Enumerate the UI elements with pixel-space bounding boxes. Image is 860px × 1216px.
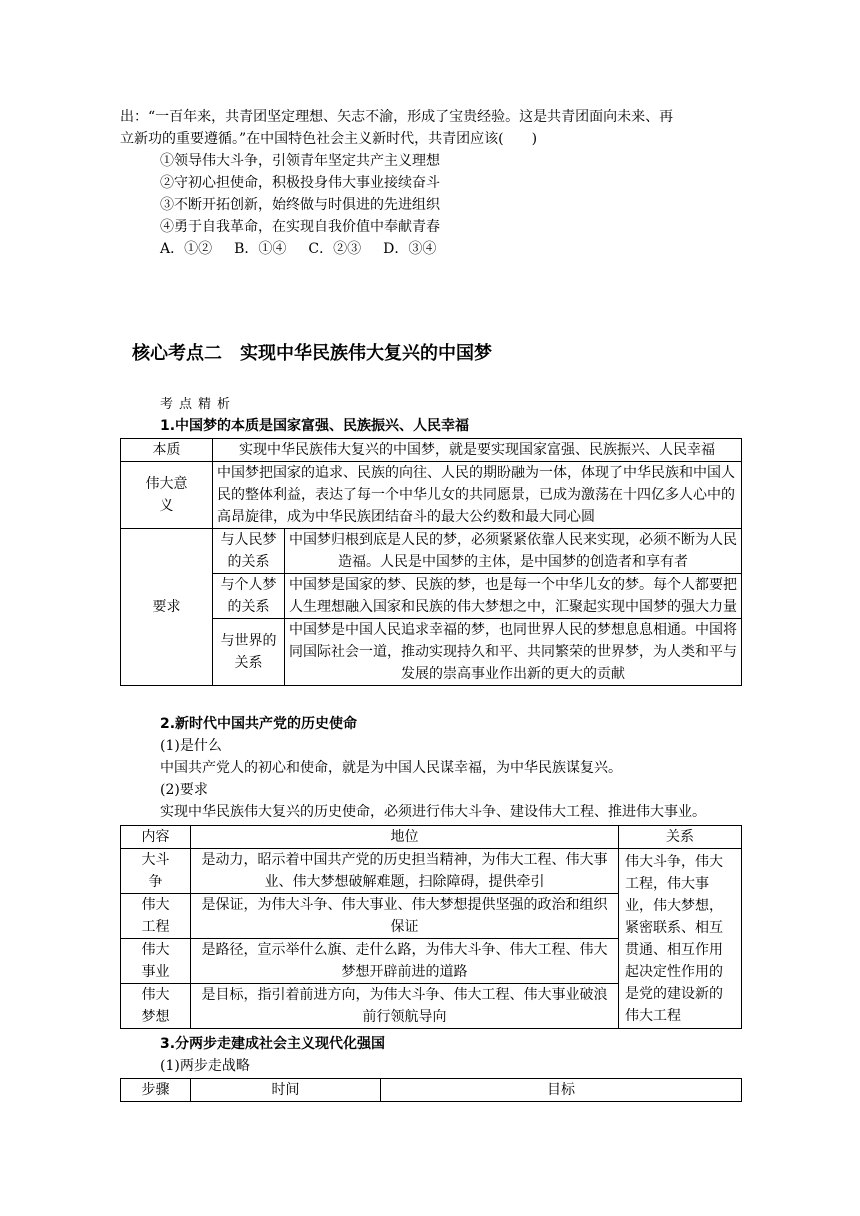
point2-a2: 实现中华民族伟大复兴的历史使命，必须进行伟大斗争、建设伟大工程、推进伟大事业。 (160, 804, 706, 820)
section-tag: 考点精析 (160, 397, 237, 412)
table-row (121, 619, 742, 686)
point3-block (160, 1033, 742, 1077)
table-row (121, 574, 742, 619)
row-text: 是目标，指引着前进方向，为伟大斗争、伟大工程、伟大事业破浪前行领航导向 (191, 984, 619, 1029)
table-row (121, 462, 742, 529)
table-row (121, 529, 742, 574)
table-row (121, 439, 742, 462)
row-text: 是路径，宣示举什么旗、走什么路，为伟大斗争、伟大工程、伟大梦想开辟前进的道路 (191, 939, 619, 984)
table-row (121, 849, 742, 894)
question-item: ②守初心担使命，积极投身伟大事业接续奋斗 (160, 175, 440, 191)
question-options (120, 238, 742, 260)
header-step: 步骤 (121, 1079, 191, 1102)
option-a[interactable]: A．①② (160, 241, 213, 257)
header-content: 内容 (121, 826, 191, 849)
req-row-text: 中国梦是中国人民追求幸福的梦，也同世界人民的梦想息息相通。中国将同国际社会一道，推动实现持久和平、共同繁荣的世界梦，为人类和平与发展的崇高事业作出新的更大的贡献 (285, 619, 742, 686)
question-stem-line1: 出：“一百年来，共青团坚定理想、矢志不渝，形成了宝贵经验。这是共青团面向未来、再 (120, 109, 674, 125)
question-block (120, 106, 742, 260)
point2-q1: (1)是什么 (160, 738, 222, 754)
option-b[interactable]: B．①④ (234, 241, 287, 257)
essence-label: 本质 (121, 439, 213, 462)
essence-text: 实现中华民族伟大复兴的中国梦，就是要实现国家富强、民族振兴、人民幸福 (213, 439, 742, 462)
row-text: 是动力，昭示着中国共产党的历史担当精神，为伟大工程、伟大事业、伟大梦想破解难题，扫除障碍，提供牵引 (191, 849, 619, 894)
row-label: 伟大事业 (121, 939, 191, 984)
question-stem-line2: 立新功的重要遵循。”在中国特色社会主义新时代，共青团应该( ) (120, 131, 538, 147)
option-d[interactable]: D．③④ (383, 241, 437, 257)
req-row-text: 中国梦是国家的梦、民族的梦，也是每一个中华儿女的梦。每个人都要把人生理想融入国家和民族的伟大梦想之中，汇聚起实现中国梦的强大力量 (285, 574, 742, 619)
req-row-label: 与人民梦的关系 (213, 529, 285, 574)
meaning-label: 伟大意义 (121, 462, 213, 529)
question-item: ④勇于自我革命，在实现自我价值中奉献青春 (160, 219, 440, 235)
point2-heading: 2.新时代中国共产党的历史使命 (160, 716, 358, 732)
table-row (121, 1079, 742, 1102)
point1-heading: 1.中国梦的本质是国家富强、民族振兴、人民幸福 (160, 418, 470, 434)
row-label: 伟大梦想 (121, 984, 191, 1029)
mission-table (120, 825, 742, 1029)
req-row-text: 中国梦归根到底是人民的梦，必须紧紧依靠人民来实现，必须不断为人民造福。人民是中国梦的主体，是中国梦的创造者和享有者 (285, 529, 742, 574)
req-row-label: 与世界的关系 (213, 619, 285, 686)
row-label: 伟大工程 (121, 894, 191, 939)
row-text: 是保证，为伟大斗争、伟大事业、伟大梦想提供坚强的政治和组织保证 (191, 894, 619, 939)
two-step-table (120, 1078, 742, 1102)
row-label: 大斗争 (121, 849, 191, 894)
meaning-text: 中国梦把国家的追求、民族的向往、人民的期盼融为一体，体现了中华民族和中国人民的整体利益，表达了每一个中华儿女的共同愿景，已成为激荡在十四亿多人心中的高昂旋律，成为中华民族团结奋斗的最大公约数和最大同心圆 (213, 462, 742, 529)
table-row (121, 826, 742, 849)
point3-heading: 3.分两步走建成社会主义现代化强国 (160, 1036, 386, 1052)
question-item: ①领导伟大斗争，引领青年坚定共产主义理想 (160, 153, 440, 169)
option-c[interactable]: C．②③ (308, 241, 362, 257)
china-dream-table (120, 438, 742, 686)
section-title: 核心考点二 实现中华民族伟大复兴的中国梦 (132, 343, 492, 364)
header-time: 时间 (191, 1079, 381, 1102)
point3-q1: (1)两步走战略 (160, 1058, 250, 1074)
header-status: 地位 (191, 826, 619, 849)
point2-block (160, 713, 742, 823)
relation-text: 伟大斗争，伟大工程，伟大事业，伟大梦想，紧密联系、相互贯通、相互作用起决定性作用的是党的建设新的伟大工程 (619, 849, 742, 1029)
point2-a1: 中国共产党人的初心和使命，就是为中国人民谋幸福，为中华民族谋复兴。 (160, 760, 622, 776)
req-row-label: 与个人梦的关系 (213, 574, 285, 619)
requirement-label: 要求 (121, 529, 213, 686)
question-item: ③不断开拓创新，始终做与时俱进的先进组织 (160, 197, 440, 213)
header-goal: 目标 (381, 1079, 742, 1102)
header-relation: 关系 (619, 826, 742, 849)
point2-q2: (2)要求 (160, 782, 208, 798)
